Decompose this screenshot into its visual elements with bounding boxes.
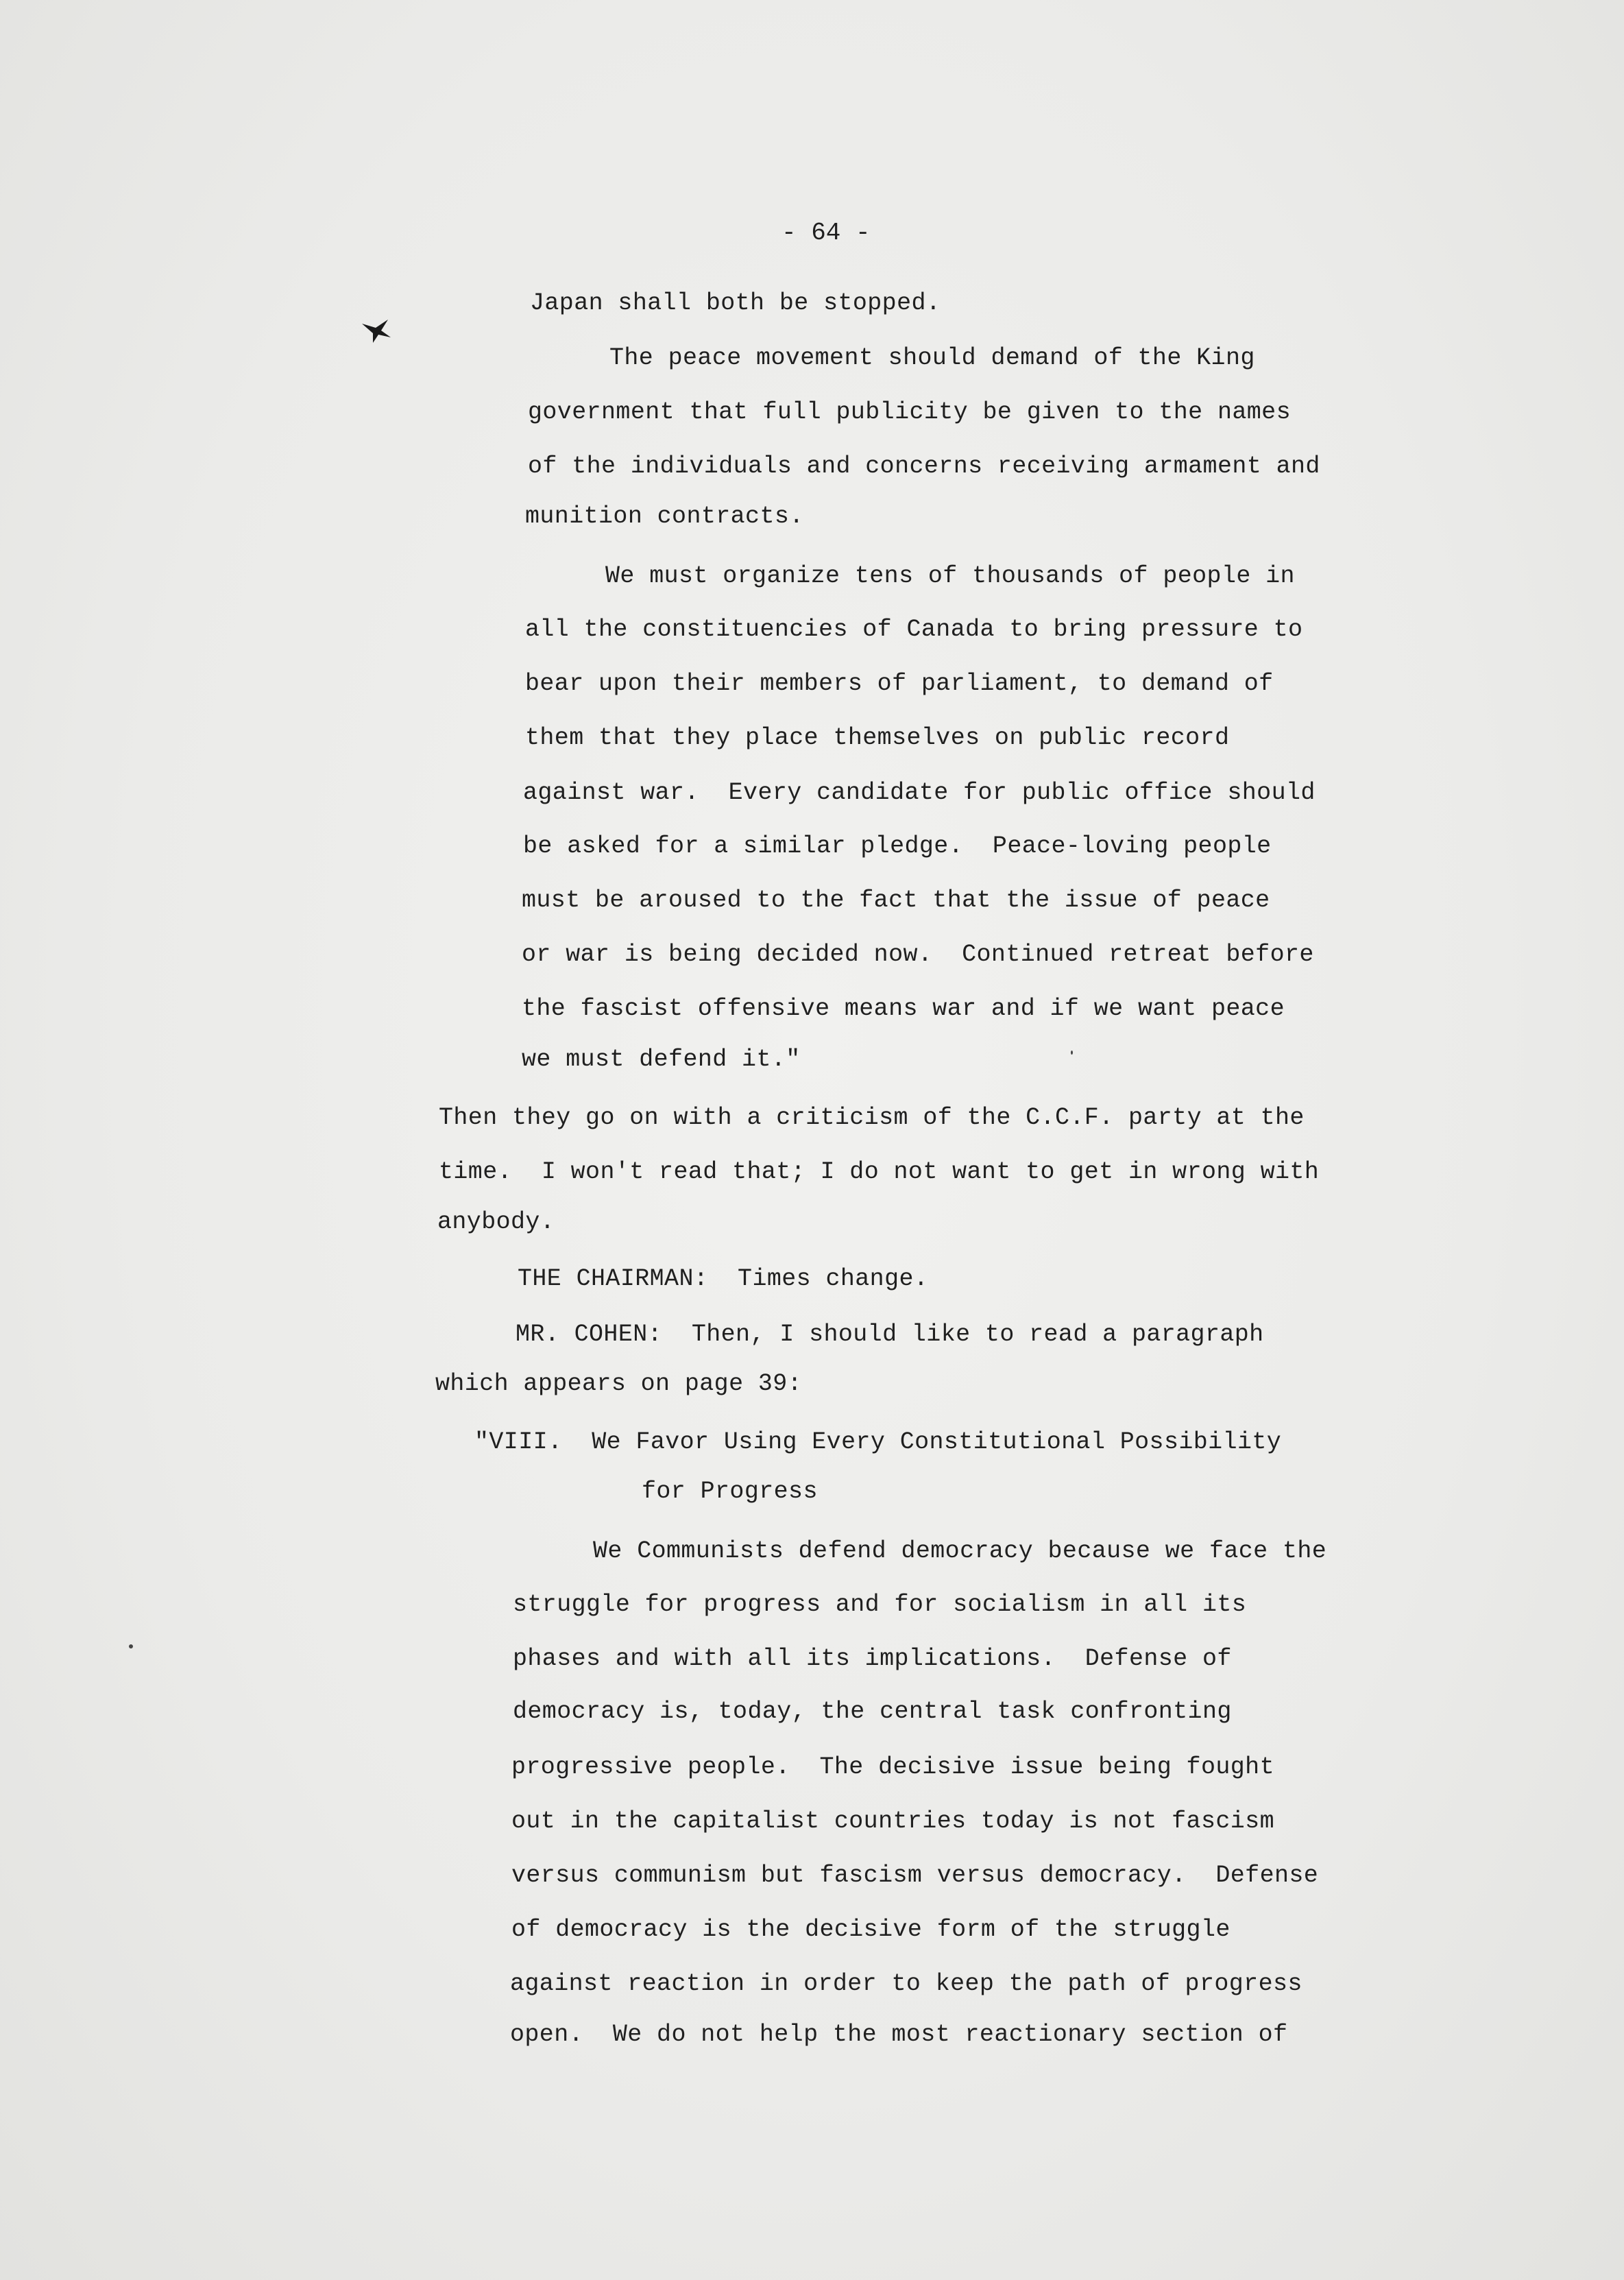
text-line: against war. Every candidate for public office should <box>523 779 1316 806</box>
text-line: which appears on page 39: <box>435 1370 803 1397</box>
text-line: We Communists defend democracy because we face the <box>593 1537 1327 1565</box>
text-line: THE CHAIRMAN: Times change. <box>518 1265 929 1293</box>
text-line: the fascist offensive means war and if we want peace <box>522 995 1285 1022</box>
text-line: bear upon their members of parliament, to demand of <box>525 670 1274 697</box>
text-line: struggle for progress and for socialism in all its <box>513 1591 1247 1618</box>
text-line: against reaction in order to keep the path of progress <box>510 1970 1302 1997</box>
text-line: or war is being decided now. Continued retreat before <box>522 941 1314 968</box>
text-line: must be aroused to the fact that the issue of peace <box>522 887 1270 914</box>
text-line: anybody. <box>437 1208 555 1236</box>
paper-speck <box>129 1644 133 1648</box>
text-line: versus communism but fascism versus democracy. Defense <box>511 1862 1319 1889</box>
text-line: The peace movement should demand of the King <box>609 344 1255 372</box>
text-line: them that they place themselves on public record <box>525 724 1230 752</box>
text-line: Then they go on with a criticism of the C.C.F. party at the <box>439 1104 1305 1131</box>
text-line: for Progress <box>642 1478 818 1505</box>
margin-mark-icon <box>361 317 392 344</box>
text-line: progressive people. The decisive issue being fought <box>511 1753 1274 1781</box>
text-line: munition contracts. <box>525 503 804 530</box>
text-line: be asked for a similar pledge. Peace-loving people <box>523 832 1272 860</box>
text-line: We must organize tens of thousands of people in <box>605 562 1295 590</box>
text-line: all the constituencies of Canada to bring pressure to <box>525 616 1303 643</box>
text-line: phases and with all its implications. Defense of <box>513 1645 1232 1672</box>
text-line: government that full publicity be given to the names <box>528 398 1291 426</box>
text-line: "VIII. We Favor Using Every Constitutional Possibility <box>474 1428 1282 1456</box>
text-line: open. We do not help the most reactionary section of <box>510 2021 1288 2048</box>
text-line: we must defend it." <box>522 1046 801 1073</box>
paper-speck <box>1071 1051 1073 1055</box>
text-line: of the individuals and concerns receiving armament and <box>528 453 1320 480</box>
text-line: out in the capitalist countries today is not fascism <box>511 1808 1274 1835</box>
text-line: of democracy is the decisive form of the struggle <box>511 1916 1231 1943</box>
text-line: time. I won't read that; I do not want to get in wrong with <box>439 1158 1320 1186</box>
text-line: MR. COHEN: Then, I should like to read a paragraph <box>516 1321 1264 1348</box>
text-line: democracy is, today, the central task confronting <box>513 1698 1232 1725</box>
text-line: Japan shall both be stopped. <box>530 289 941 317</box>
page-number: - 64 - <box>781 219 871 247</box>
